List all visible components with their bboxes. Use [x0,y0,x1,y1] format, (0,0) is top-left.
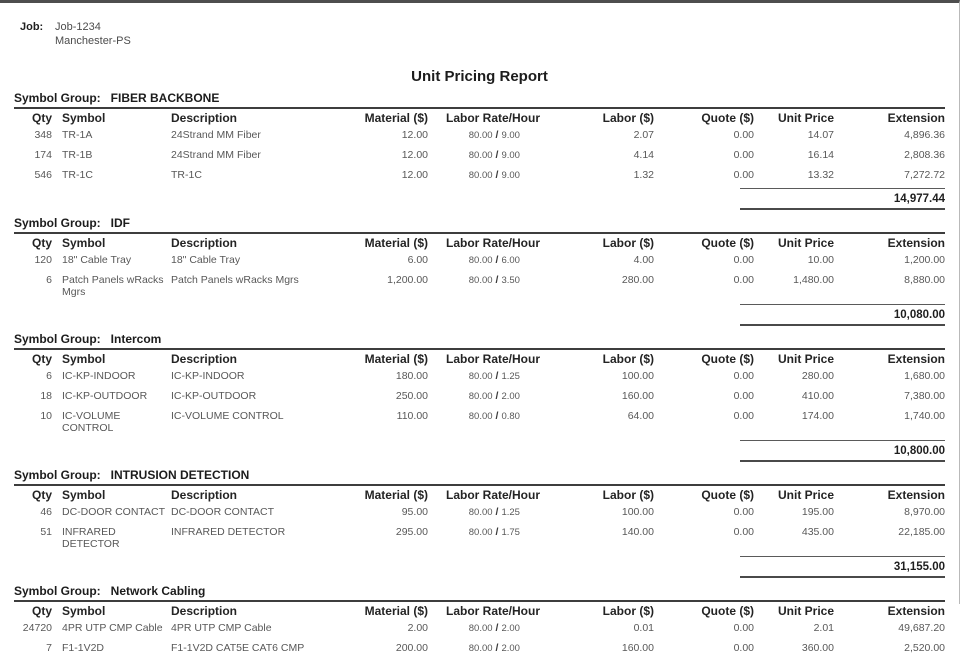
col-header-labor: Labor ($) [602,111,654,125]
qty-cell: 348 [34,129,52,141]
labor-rate-value: 80.00 [468,527,493,538]
pricing-table [14,109,945,185]
col-header-quote: Quote ($) [701,604,754,618]
quote-cell: 0.00 [733,149,754,161]
col-header-extension: Extension [887,111,945,125]
col-header-symbol: Symbol [62,604,106,618]
labor-hours-value: 9.00 [501,130,520,141]
group-total-value: 14,977.44 [740,188,945,210]
quote-cell: 0.00 [733,254,754,266]
extension-cell: 22,185.00 [898,526,945,538]
labor-rate-separator: / [495,526,499,538]
col-header-material: Material ($) [364,111,428,125]
symbol-group-label: Symbol Group: [14,584,101,598]
qty-cell: 120 [34,254,52,266]
col-header-description: Description [171,236,238,250]
unit-price-cell: 280.00 [801,370,834,382]
col-header-material: Material ($) [364,604,428,618]
col-header-symbol: Symbol [62,352,106,366]
unit-price-cell: 174.00 [801,410,834,422]
col-header-description: Description [171,352,238,366]
qty-cell: 7 [46,642,52,654]
symbol-group-name: INTRUSION DETECTION [110,468,250,482]
table-row [14,502,945,522]
unit-price-cell: 2.01 [813,622,834,634]
group-total-value: 10,800.00 [740,440,945,462]
labor-rate-cell [428,250,558,270]
group-rows [14,125,945,185]
table-row [14,522,945,553]
material-cell: 12.00 [401,149,428,161]
extension-cell: 8,880.00 [904,274,945,286]
table-row [14,270,945,301]
labor-cell: 4.00 [633,254,654,266]
extension-cell: 49,687.20 [898,622,945,634]
group-rows [14,618,945,658]
qty-cell: 6 [46,274,52,286]
labor-rate-value: 80.00 [468,623,493,634]
labor-rate-value: 80.00 [468,130,493,141]
col-header-labor-rate: Labor Rate/Hour [445,352,540,366]
quote-cell: 0.00 [733,390,754,402]
symbol-group-name: Network Cabling [110,584,206,598]
group-total-value: 31,155.00 [740,556,945,578]
pricing-table [14,602,945,658]
col-header-qty: Qty [31,488,52,502]
labor-rate-separator: / [495,169,499,181]
col-header-material: Material ($) [364,488,428,502]
quote-cell: 0.00 [733,526,754,538]
labor-cell: 2.07 [633,129,654,141]
labor-hours-value: 2.00 [501,391,520,402]
quote-cell: 0.00 [733,642,754,654]
group-rows [14,502,945,553]
labor-rate-value: 80.00 [468,275,493,286]
symbol-cell: IC-VOLUME CONTROL [62,410,121,434]
quote-cell: 0.00 [733,274,754,286]
labor-rate-value: 80.00 [468,391,493,402]
col-header-unit-price: Unit Price [777,111,834,125]
symbol-cell: DC-DOOR CONTACT [62,506,166,518]
labor-rate-cell [428,618,558,638]
page-title: Unit Pricing Report [411,68,548,85]
symbol-cell: TR-1B [62,149,93,161]
group-total-value: 10,080.00 [740,304,945,326]
labor-rate-cell [428,125,558,145]
col-header-symbol: Symbol [62,111,106,125]
quote-cell: 0.00 [733,370,754,382]
col-header-quote: Quote ($) [701,488,754,502]
labor-cell: 64.00 [627,410,654,422]
column-header-row [14,350,945,366]
job-label: Job: [20,21,44,33]
symbol-cell: INFRARED DETECTOR [62,526,120,550]
table-row [14,250,945,270]
description-cell: 24Strand MM Fiber [171,149,261,161]
qty-cell: 18 [40,390,52,402]
col-header-qty: Qty [31,111,52,125]
labor-hours-value: 0.80 [501,411,520,422]
extension-cell: 1,680.00 [904,370,945,382]
table-row [14,406,945,437]
job-info [20,20,959,48]
description-cell: 18" Cable Tray [171,254,241,266]
pricing-table [14,486,945,553]
group-total-row [14,304,945,326]
labor-rate-separator: / [495,506,499,518]
symbol-group-label: Symbol Group: [14,332,101,346]
labor-rate-cell [428,406,558,437]
unit-price-cell: 1,480.00 [793,274,834,286]
description-cell: TR-1C [171,169,202,181]
groups-container [14,91,945,658]
extension-cell: 7,380.00 [904,390,945,402]
labor-hours-value: 9.00 [501,150,520,161]
symbol-group-header [14,468,945,486]
material-cell: 2.00 [407,622,428,634]
extension-cell: 1,200.00 [904,254,945,266]
labor-rate-cell [428,502,558,522]
material-cell: 180.00 [395,370,428,382]
report-page [0,20,959,658]
extension-cell: 1,740.00 [904,410,945,422]
material-cell: 95.00 [401,506,428,518]
col-header-unit-price: Unit Price [777,488,834,502]
description-cell: IC-VOLUME CONTROL [171,410,284,422]
extension-cell: 8,970.00 [904,506,945,518]
symbol-group-section [14,468,945,578]
labor-rate-cell [428,165,558,185]
col-header-extension: Extension [887,236,945,250]
job-number: Job-1234 [55,21,101,33]
job-name: Manchester-PS [55,35,131,47]
labor-rate-cell [428,145,558,165]
symbol-group-header [14,584,945,602]
symbol-group-name: IDF [110,216,131,230]
labor-rate-value: 80.00 [468,507,493,518]
description-cell: DC-DOOR CONTACT [171,506,275,518]
col-header-labor: Labor ($) [602,352,654,366]
material-cell: 200.00 [395,642,428,654]
table-row [14,145,945,165]
labor-cell: 4.14 [633,149,654,161]
table-row [14,366,945,386]
unit-price-cell: 435.00 [801,526,834,538]
quote-cell: 0.00 [733,169,754,181]
labor-hours-value: 1.25 [501,371,520,382]
quote-cell: 0.00 [733,506,754,518]
labor-cell: 160.00 [621,642,654,654]
table-row [14,165,945,185]
column-header-row [14,109,945,125]
labor-hours-value: 2.00 [501,623,520,634]
description-cell: 4PR UTP CMP Cable [171,622,272,634]
labor-rate-separator: / [495,254,499,266]
symbol-group-header [14,91,945,109]
material-cell: 12.00 [401,169,428,181]
description-cell: Patch Panels wRacks Mgrs [171,274,299,286]
qty-cell: 10 [40,410,52,422]
col-header-extension: Extension [887,352,945,366]
table-row [14,618,945,638]
col-header-description: Description [171,111,238,125]
symbol-cell: 4PR UTP CMP Cable [62,622,163,634]
col-header-material: Material ($) [364,352,428,366]
description-cell: IC-KP-OUTDOOR [171,390,257,402]
labor-rate-separator: / [495,370,499,382]
symbol-group-header [14,332,945,350]
col-header-labor: Labor ($) [602,604,654,618]
column-header-row [14,234,945,250]
labor-rate-value: 80.00 [468,255,493,266]
col-header-extension: Extension [887,488,945,502]
col-header-symbol: Symbol [62,488,106,502]
symbol-cell: TR-1C [62,169,93,181]
material-cell: 12.00 [401,129,428,141]
col-header-labor-rate: Labor Rate/Hour [445,236,540,250]
labor-hours-value: 3.50 [501,275,520,286]
col-header-description: Description [171,488,238,502]
symbol-cell: TR-1A [62,129,93,141]
pricing-table [14,234,945,301]
description-cell: IC-KP-INDOOR [171,370,245,382]
labor-cell: 160.00 [621,390,654,402]
extension-cell: 7,272.72 [904,169,945,181]
description-cell: F1-1V2D CAT5E CAT6 CMP [171,642,305,654]
pricing-table [14,350,945,437]
col-header-symbol: Symbol [62,236,106,250]
col-header-description: Description [171,604,238,618]
labor-hours-value: 9.00 [501,170,520,181]
unit-price-cell: 360.00 [801,642,834,654]
qty-cell: 174 [34,149,52,161]
col-header-extension: Extension [887,604,945,618]
quote-cell: 0.00 [733,129,754,141]
description-cell: INFRARED DETECTOR [171,526,286,538]
quote-cell: 0.00 [733,622,754,634]
col-header-quote: Quote ($) [701,352,754,366]
column-header-row [14,486,945,502]
col-header-labor-rate: Labor Rate/Hour [445,111,540,125]
col-header-quote: Quote ($) [701,111,754,125]
column-header-row [14,602,945,618]
labor-hours-value: 1.25 [501,507,520,518]
extension-cell: 2,808.36 [904,149,945,161]
description-cell: 24Strand MM Fiber [171,129,261,141]
col-header-unit-price: Unit Price [777,236,834,250]
group-rows [14,250,945,301]
symbol-cell: 18" Cable Tray [62,254,132,266]
col-header-unit-price: Unit Price [777,352,834,366]
unit-price-cell: 195.00 [801,506,834,518]
col-header-qty: Qty [31,352,52,366]
labor-rate-separator: / [495,149,499,161]
col-header-unit-price: Unit Price [777,604,834,618]
labor-hours-value: 2.00 [501,643,520,654]
labor-rate-value: 80.00 [468,643,493,654]
symbol-cell: IC-KP-OUTDOOR [62,390,148,402]
labor-cell: 1.32 [633,169,654,181]
symbol-group-section [14,216,945,326]
symbol-group-name: FIBER BACKBONE [110,91,220,105]
symbol-group-label: Symbol Group: [14,468,101,482]
col-header-labor-rate: Labor Rate/Hour [445,488,540,502]
group-rows [14,366,945,437]
symbol-cell: Patch Panels wRacks Mgrs [62,274,164,298]
col-header-qty: Qty [31,236,52,250]
symbol-group-label: Symbol Group: [14,91,101,105]
material-cell: 6.00 [407,254,428,266]
labor-rate-cell [428,270,558,301]
unit-price-cell: 13.32 [807,169,834,181]
group-total-row [14,556,945,578]
extension-cell: 4,896.36 [904,129,945,141]
qty-cell: 51 [40,526,52,538]
symbol-group-name: Intercom [110,332,162,346]
symbol-group-header [14,216,945,234]
labor-rate-separator: / [495,274,499,286]
symbol-group-section [14,332,945,462]
labor-cell: 140.00 [621,526,654,538]
labor-rate-separator: / [495,129,499,141]
table-row [14,638,945,658]
job-values [55,20,131,48]
quote-cell: 0.00 [733,410,754,422]
labor-rate-value: 80.00 [468,150,493,161]
col-header-quote: Quote ($) [701,236,754,250]
material-cell: 1,200.00 [387,274,428,286]
labor-rate-separator: / [495,622,499,634]
qty-cell: 24720 [22,622,52,634]
symbol-group-label: Symbol Group: [14,216,101,230]
labor-rate-separator: / [495,390,499,402]
col-header-labor-rate: Labor Rate/Hour [445,604,540,618]
labor-cell: 100.00 [621,506,654,518]
material-cell: 295.00 [395,526,428,538]
labor-rate-value: 80.00 [468,371,493,382]
labor-rate-cell [428,638,558,658]
symbol-cell: F1-1V2D [62,642,105,654]
extension-cell: 2,520.00 [904,642,945,654]
qty-cell: 546 [34,169,52,181]
unit-price-cell: 410.00 [801,390,834,402]
labor-cell: 100.00 [621,370,654,382]
labor-rate-separator: / [495,642,499,654]
unit-price-cell: 14.07 [807,129,834,141]
unit-price-cell: 16.14 [807,149,834,161]
labor-hours-value: 1.75 [501,527,520,538]
symbol-cell: IC-KP-INDOOR [62,370,136,382]
labor-rate-cell [428,366,558,386]
table-row [14,125,945,145]
unit-price-cell: 10.00 [807,254,834,266]
qty-cell: 6 [46,370,52,382]
group-total-row [14,440,945,462]
material-cell: 110.00 [396,410,428,422]
labor-cell: 280.00 [621,274,654,286]
group-total-row [14,188,945,210]
labor-rate-cell [428,386,558,406]
col-header-material: Material ($) [364,236,428,250]
labor-cell: 0.01 [633,622,654,634]
labor-hours-value: 6.00 [501,255,520,266]
col-header-labor: Labor ($) [602,488,654,502]
labor-rate-value: 80.00 [468,170,493,181]
col-header-qty: Qty [31,604,52,618]
symbol-group-section [14,91,945,210]
labor-rate-value: 80.00 [468,411,493,422]
labor-rate-separator: / [495,410,499,422]
material-cell: 250.00 [395,390,428,402]
qty-cell: 46 [40,506,52,518]
table-row [14,386,945,406]
labor-rate-cell [428,522,558,553]
col-header-labor: Labor ($) [602,236,654,250]
symbol-group-section [14,584,945,658]
